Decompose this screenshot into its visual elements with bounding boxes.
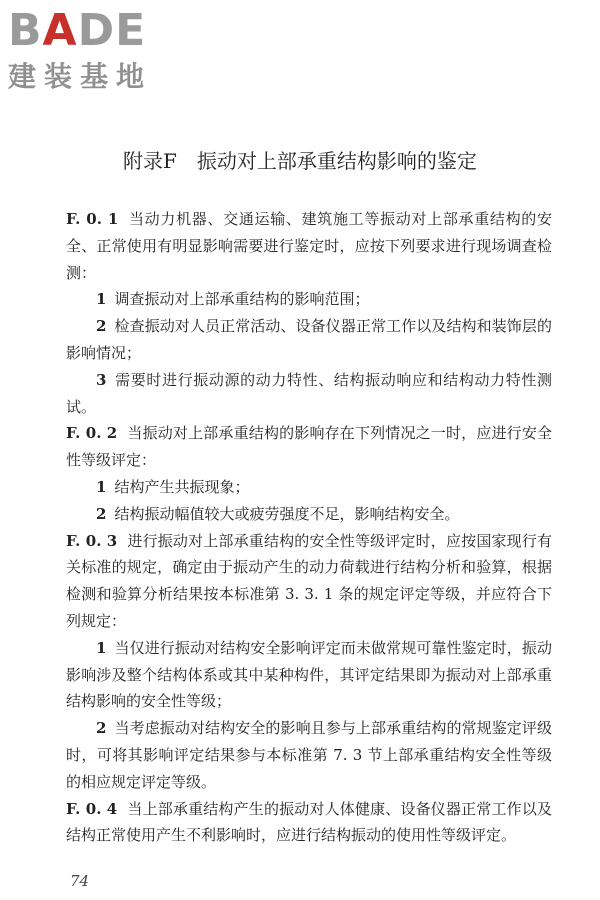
item-number: 2 bbox=[96, 504, 107, 523]
list-item bbox=[66, 501, 552, 528]
clause-number: F. 0. 3 bbox=[66, 531, 118, 550]
paragraph-text: 需要时进行振动源的动力特性、结构振动响应和结构动力特性测试。 bbox=[66, 370, 552, 416]
logo-letter-a: A bbox=[42, 5, 78, 56]
list-item bbox=[66, 635, 552, 715]
clause-number: F. 0. 2 bbox=[66, 424, 118, 443]
clause-paragraph bbox=[66, 528, 552, 635]
list-item bbox=[66, 286, 552, 313]
item-number: 2 bbox=[96, 317, 107, 336]
logo-subtitle: 建装基地 bbox=[8, 60, 153, 93]
list-item bbox=[66, 313, 552, 367]
clause-number: F. 0. 4 bbox=[66, 799, 118, 818]
document-body bbox=[66, 206, 552, 849]
item-number: 1 bbox=[96, 638, 107, 657]
logo-letter-b: B bbox=[8, 5, 43, 56]
item-number: 1 bbox=[96, 477, 107, 496]
logo-mark bbox=[8, 6, 178, 56]
logo-letters-de: DE bbox=[77, 5, 147, 56]
clause-number: F. 0. 1 bbox=[66, 210, 119, 228]
page-title: 附录F 振动对上部承重结构影响的鉴定 bbox=[123, 149, 477, 173]
clause-paragraph bbox=[66, 420, 552, 474]
paragraph-text: 调查振动对上部承重结构的影响范围； bbox=[114, 290, 370, 309]
list-item bbox=[66, 474, 552, 501]
item-number: 1 bbox=[96, 290, 107, 309]
list-item bbox=[66, 715, 552, 795]
list-item bbox=[66, 367, 552, 421]
paragraph-text: 当振动对上部承重结构的影响存在下列情况之一时，应进行安全性等级评定： bbox=[66, 424, 552, 470]
paragraph-text: 当上部承重结构产生的振动对人体健康、设备仪器正常工作以及结构正常使用产生不利影响时，应进行结构振动的使用性等级评定。 bbox=[66, 799, 552, 845]
page-number: 74 bbox=[70, 872, 90, 890]
paragraph-text: 结构产生共振现象； bbox=[114, 477, 250, 496]
paragraph-text: 当动力机器、交通运输、建筑施工等振动对上部承重结构的安全、正常使用有明显影响需要进行鉴定时，应按下列要求进行现场调查检测： bbox=[66, 210, 552, 282]
paragraph-text: 当仅进行振动对结构安全影响评定而未做常规可靠性鉴定时，振动影响涉及整个结构体系或其中某种构件，其评定结果即为振动对上部承重结构影响的安全性等级； bbox=[66, 638, 552, 711]
paragraph-text: 检查振动对人员正常活动、设备仪器正常工作以及结构和装饰层的影响情况； bbox=[66, 317, 552, 362]
paragraph-text: 进行振动对上部承重结构的安全性等级评定时，应按国家现行有关标准的规定，确定由于振动产生的动力荷载进行结构分析和验算，根据检测和验算分析结果按本标准第 3. 3. 1 条的规定评定等级，并应符合下列规定： bbox=[66, 531, 552, 630]
paragraph-text: 结构振动幅值较大或疲劳强度不足，影响结构安全。 bbox=[114, 504, 460, 523]
paragraph-text: 当考虑振动对结构安全的影响且参与上部承重结构的常规鉴定评级时，可将其影响评定结果参与本标准第 7. 3 节上部承重结构安全性等级的相应规定评定等级。 bbox=[66, 719, 552, 791]
item-number: 2 bbox=[96, 719, 107, 738]
watermark-logo bbox=[8, 6, 178, 94]
item-number: 3 bbox=[96, 370, 107, 389]
clause-paragraph bbox=[66, 206, 552, 286]
clause-paragraph bbox=[66, 796, 552, 850]
